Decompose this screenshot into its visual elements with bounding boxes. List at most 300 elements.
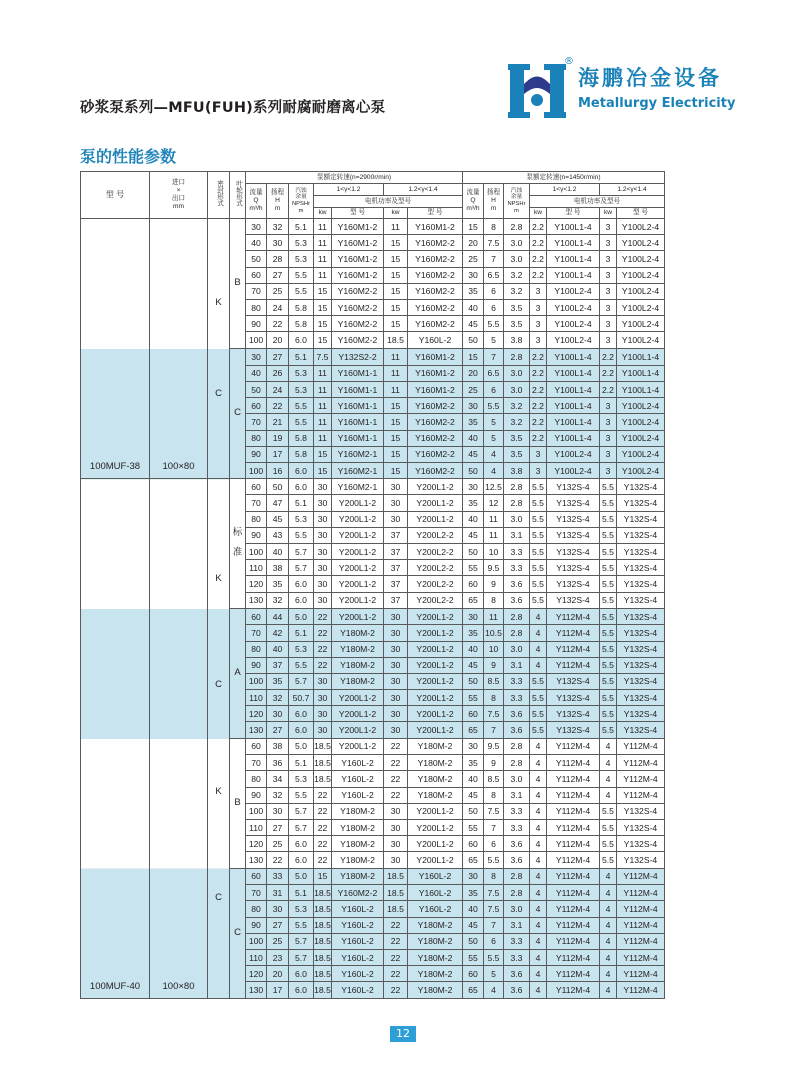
data-cell: Y200L1-2 bbox=[408, 608, 463, 625]
data-cell: Y100L1-4 bbox=[547, 414, 600, 430]
data-cell: Y160M2-2 bbox=[332, 299, 384, 315]
data-cell: 110 bbox=[246, 820, 267, 836]
data-cell: 3 bbox=[600, 316, 617, 332]
data-cell: 7 bbox=[484, 722, 504, 738]
data-cell: 4 bbox=[600, 868, 617, 885]
data-cell: 30 bbox=[314, 690, 332, 706]
data-cell: Y100L1-4 bbox=[547, 348, 600, 365]
header-npsh-1450: 汽蚀 余量 NPSHr m bbox=[504, 184, 530, 219]
data-cell: 18.5 bbox=[314, 933, 332, 949]
header-impeller-type: 叶轮形式 bbox=[230, 172, 246, 219]
data-cell: Y200L1-2 bbox=[408, 673, 463, 689]
data-cell: Y180M-2 bbox=[332, 852, 384, 868]
data-cell: 22 bbox=[384, 787, 408, 803]
data-cell: 2.2 bbox=[530, 348, 547, 365]
data-cell: 4 bbox=[530, 966, 547, 982]
inlet-outlet-cell: 100×80 bbox=[150, 219, 208, 479]
data-cell: Y112M-4 bbox=[547, 917, 600, 933]
data-cell: Y132S-4 bbox=[617, 527, 665, 543]
data-cell: 50 bbox=[246, 251, 267, 267]
impeller-type-label: A bbox=[234, 667, 241, 679]
data-cell: Y112M-4 bbox=[547, 852, 600, 868]
data-cell: Y100L1-4 bbox=[617, 348, 665, 365]
data-cell: 5.5 bbox=[600, 495, 617, 511]
data-cell: 9 bbox=[484, 576, 504, 592]
data-cell: 30 bbox=[314, 527, 332, 543]
data-cell: 8 bbox=[484, 219, 504, 235]
data-cell: 4 bbox=[530, 625, 547, 641]
data-cell: 4 bbox=[530, 901, 547, 917]
data-cell: 15 bbox=[384, 414, 408, 430]
data-cell: 15 bbox=[384, 283, 408, 299]
data-cell: 5 bbox=[484, 430, 504, 446]
data-cell: 3.6 bbox=[504, 722, 530, 738]
data-cell: 32 bbox=[267, 219, 289, 235]
data-cell: 6.0 bbox=[289, 479, 314, 495]
data-cell: 50 bbox=[463, 803, 484, 819]
data-cell: 3.1 bbox=[504, 527, 530, 543]
data-cell: 17 bbox=[267, 446, 289, 462]
data-cell: 3.6 bbox=[504, 852, 530, 868]
data-cell: Y180M-2 bbox=[332, 641, 384, 657]
data-cell: 3.0 bbox=[504, 382, 530, 398]
data-cell: 4 bbox=[484, 463, 504, 479]
data-cell: 3 bbox=[600, 398, 617, 414]
data-cell: 110 bbox=[246, 950, 267, 966]
data-cell: 5.5 bbox=[600, 625, 617, 641]
data-cell: Y132S-4 bbox=[547, 560, 600, 576]
data-cell: 5.7 bbox=[289, 933, 314, 949]
data-cell: 21 bbox=[267, 414, 289, 430]
data-cell: Y200L1-2 bbox=[408, 836, 463, 852]
data-cell: Y132S-4 bbox=[617, 511, 665, 527]
impeller-type-label: 准 bbox=[232, 547, 243, 559]
data-cell: Y112M-4 bbox=[547, 625, 600, 641]
data-cell: 6 bbox=[484, 933, 504, 949]
data-cell: 35 bbox=[463, 414, 484, 430]
data-cell: 36 bbox=[267, 755, 289, 771]
data-cell: 120 bbox=[246, 836, 267, 852]
data-cell: Y100L1-4 bbox=[617, 365, 665, 381]
data-cell: 5.5 bbox=[530, 690, 547, 706]
data-cell: 3.2 bbox=[504, 283, 530, 299]
header-speed-1450: 泵额定转速(n=1450r/min) bbox=[463, 172, 665, 184]
header-motor: 电机功率及型号 bbox=[314, 196, 463, 208]
data-cell: 25 bbox=[267, 836, 289, 852]
data-cell: Y112M-4 bbox=[547, 901, 600, 917]
data-cell: 5.7 bbox=[289, 803, 314, 819]
data-cell: 5.1 bbox=[289, 219, 314, 235]
data-cell: 4 bbox=[530, 755, 547, 771]
data-cell: 30 bbox=[246, 348, 267, 365]
data-cell: Y112M-4 bbox=[617, 982, 665, 998]
data-cell: 7 bbox=[484, 820, 504, 836]
data-cell: 5.5 bbox=[289, 527, 314, 543]
data-cell: Y200L1-2 bbox=[332, 706, 384, 722]
data-cell: 70 bbox=[246, 283, 267, 299]
data-cell: 4 bbox=[530, 917, 547, 933]
data-cell: 22 bbox=[267, 852, 289, 868]
data-cell: Y132S2-2 bbox=[332, 348, 384, 365]
header-density-range-2-1450: 1.2<γ<1.4 bbox=[600, 184, 665, 196]
data-cell: Y160M2-2 bbox=[408, 430, 463, 446]
data-cell: 30 bbox=[384, 495, 408, 511]
data-cell: 22 bbox=[384, 738, 408, 755]
data-cell: 2.2 bbox=[530, 382, 547, 398]
data-cell: 35 bbox=[463, 625, 484, 641]
data-cell: 2.8 bbox=[504, 738, 530, 755]
data-cell: 10 bbox=[484, 543, 504, 559]
header-type: 型 号 bbox=[547, 208, 600, 219]
data-cell: 3.5 bbox=[504, 299, 530, 315]
data-cell: 5.8 bbox=[289, 299, 314, 315]
data-cell: 90 bbox=[246, 657, 267, 673]
data-cell: Y200L1-2 bbox=[408, 803, 463, 819]
data-cell: 35 bbox=[267, 673, 289, 689]
data-cell: 30 bbox=[314, 673, 332, 689]
data-cell: 2.8 bbox=[504, 625, 530, 641]
data-cell: 30 bbox=[267, 235, 289, 251]
data-cell: 37 bbox=[384, 527, 408, 543]
data-cell: 5.5 bbox=[289, 398, 314, 414]
data-cell: 45 bbox=[463, 527, 484, 543]
data-cell: 100 bbox=[246, 673, 267, 689]
data-cell: 10.5 bbox=[484, 625, 504, 641]
data-cell: Y200L1-2 bbox=[332, 511, 384, 527]
data-cell: Y112M-4 bbox=[617, 966, 665, 982]
data-cell: 30 bbox=[314, 576, 332, 592]
data-cell: Y160L-2 bbox=[332, 933, 384, 949]
model-cell: 100MUF-40 bbox=[81, 479, 150, 998]
data-cell: 3 bbox=[530, 299, 547, 315]
data-cell: 27 bbox=[267, 820, 289, 836]
data-cell: 30 bbox=[384, 479, 408, 495]
data-cell: 60 bbox=[246, 608, 267, 625]
data-cell: 4 bbox=[530, 933, 547, 949]
data-cell: 130 bbox=[246, 722, 267, 738]
data-cell: 20 bbox=[267, 332, 289, 348]
data-cell: 22 bbox=[267, 398, 289, 414]
data-cell: Y132S-4 bbox=[617, 722, 665, 738]
data-cell: 18.5 bbox=[314, 966, 332, 982]
data-cell: Y180M-2 bbox=[332, 625, 384, 641]
data-cell: 3.2 bbox=[504, 414, 530, 430]
data-cell: 60 bbox=[463, 576, 484, 592]
data-cell: 40 bbox=[246, 235, 267, 251]
data-cell: Y160M2-2 bbox=[408, 235, 463, 251]
data-cell: 50.7 bbox=[289, 690, 314, 706]
data-cell: Y160M2-2 bbox=[408, 267, 463, 283]
header-kw: kw bbox=[384, 208, 408, 219]
seal-type-label: K bbox=[215, 785, 222, 797]
data-cell: Y160M2-2 bbox=[408, 463, 463, 479]
data-cell: Y180M-2 bbox=[408, 738, 463, 755]
data-cell: 5 bbox=[484, 332, 504, 348]
data-cell: 45 bbox=[463, 657, 484, 673]
data-cell: 3.0 bbox=[504, 641, 530, 657]
data-cell: Y100L1-4 bbox=[547, 219, 600, 235]
data-cell: Y132S-4 bbox=[617, 836, 665, 852]
data-cell: 5.5 bbox=[600, 673, 617, 689]
data-cell: 5.8 bbox=[289, 446, 314, 462]
data-cell: 35 bbox=[463, 495, 484, 511]
data-cell: 5.3 bbox=[289, 365, 314, 381]
data-cell: 11 bbox=[384, 219, 408, 235]
data-cell: 4 bbox=[600, 738, 617, 755]
data-cell: Y180M-2 bbox=[408, 966, 463, 982]
data-cell: 4 bbox=[530, 787, 547, 803]
data-cell: 30 bbox=[384, 852, 408, 868]
impeller-type-label: B bbox=[234, 797, 241, 809]
data-cell: 30 bbox=[463, 738, 484, 755]
data-cell: Y200L1-2 bbox=[408, 495, 463, 511]
data-cell: Y112M-4 bbox=[547, 868, 600, 885]
data-cell: 15 bbox=[314, 463, 332, 479]
data-cell: Y160M2-2 bbox=[408, 316, 463, 332]
data-cell: 25 bbox=[463, 251, 484, 267]
data-cell: Y180M-2 bbox=[408, 950, 463, 966]
data-cell: 3 bbox=[530, 283, 547, 299]
data-cell: 22 bbox=[384, 933, 408, 949]
data-cell: 5.5 bbox=[600, 722, 617, 738]
impeller-type-label: C bbox=[234, 927, 241, 939]
data-cell: 40 bbox=[246, 365, 267, 381]
data-cell: 4 bbox=[600, 933, 617, 949]
data-cell: 5.1 bbox=[289, 495, 314, 511]
header-speed-2900: 泵额定转速(n=2900r/min) bbox=[246, 172, 463, 184]
data-cell: Y200L1-2 bbox=[408, 820, 463, 836]
data-cell: 11 bbox=[314, 235, 332, 251]
data-cell: Y160M1-2 bbox=[332, 267, 384, 283]
data-cell: 30 bbox=[463, 868, 484, 885]
data-cell: 5.5 bbox=[289, 283, 314, 299]
data-cell: Y200L1-2 bbox=[408, 511, 463, 527]
data-cell: 90 bbox=[246, 787, 267, 803]
data-cell: 11 bbox=[314, 414, 332, 430]
data-cell: 30 bbox=[246, 219, 267, 235]
impeller-type-label: B bbox=[234, 277, 241, 289]
data-cell: 18.5 bbox=[314, 738, 332, 755]
data-cell: 6.0 bbox=[289, 722, 314, 738]
data-cell: 22 bbox=[314, 803, 332, 819]
data-cell: 4 bbox=[530, 803, 547, 819]
data-cell: Y100L2-4 bbox=[617, 332, 665, 348]
data-cell: Y112M-4 bbox=[547, 836, 600, 852]
data-cell: Y132S-4 bbox=[617, 608, 665, 625]
data-cell: Y100L1-4 bbox=[547, 251, 600, 267]
data-cell: Y100L2-4 bbox=[547, 463, 600, 479]
data-cell: Y160L-2 bbox=[332, 901, 384, 917]
data-cell: 4 bbox=[600, 950, 617, 966]
data-cell: Y200L1-2 bbox=[332, 608, 384, 625]
data-cell: 11 bbox=[314, 430, 332, 446]
data-cell: 5.5 bbox=[530, 495, 547, 511]
data-cell: 35 bbox=[463, 885, 484, 901]
data-cell: Y132S-4 bbox=[547, 576, 600, 592]
data-cell: 3 bbox=[600, 430, 617, 446]
data-cell: 11 bbox=[314, 382, 332, 398]
data-cell: 30 bbox=[384, 625, 408, 641]
data-cell: 50 bbox=[246, 382, 267, 398]
data-cell: 18.5 bbox=[314, 885, 332, 901]
data-cell: 30 bbox=[314, 722, 332, 738]
data-cell: Y200L2-2 bbox=[408, 576, 463, 592]
data-cell: 60 bbox=[463, 836, 484, 852]
data-cell: 80 bbox=[246, 511, 267, 527]
data-cell: 30 bbox=[314, 706, 332, 722]
impeller-type-cell bbox=[230, 348, 246, 479]
data-cell: 5.5 bbox=[484, 398, 504, 414]
data-cell: Y160L-2 bbox=[332, 771, 384, 787]
data-cell: 25 bbox=[267, 933, 289, 949]
data-cell: 4 bbox=[530, 950, 547, 966]
data-cell: 9.5 bbox=[484, 560, 504, 576]
data-cell: 7 bbox=[484, 251, 504, 267]
header-density-range-1-1450: 1<γ<1.2 bbox=[530, 184, 600, 196]
data-cell: Y200L1-2 bbox=[332, 576, 384, 592]
data-cell: Y180M-2 bbox=[408, 982, 463, 998]
data-cell: 2.2 bbox=[530, 398, 547, 414]
seal-type-cell bbox=[208, 219, 230, 479]
data-cell: 30 bbox=[384, 608, 408, 625]
data-cell: 3.1 bbox=[504, 787, 530, 803]
data-cell: Y160M1-1 bbox=[332, 382, 384, 398]
header-model: 型 号 bbox=[81, 172, 150, 219]
header-density-range-1: 1<γ<1.2 bbox=[314, 184, 384, 196]
data-cell: 37 bbox=[267, 657, 289, 673]
data-cell: 12.5 bbox=[484, 479, 504, 495]
data-cell: Y100L1-4 bbox=[547, 430, 600, 446]
data-cell: Y160L-2 bbox=[332, 966, 384, 982]
data-cell: Y180M-2 bbox=[332, 673, 384, 689]
data-cell: 37 bbox=[384, 592, 408, 608]
data-cell: Y100L1-4 bbox=[547, 235, 600, 251]
data-cell: 22 bbox=[384, 917, 408, 933]
performance-table bbox=[80, 171, 665, 999]
data-cell: Y160M1-1 bbox=[332, 398, 384, 414]
data-cell: 2.2 bbox=[530, 235, 547, 251]
data-cell: 22 bbox=[314, 836, 332, 852]
data-cell: 5.5 bbox=[530, 592, 547, 608]
data-cell: Y160M2-1 bbox=[332, 463, 384, 479]
data-cell: 3.3 bbox=[504, 560, 530, 576]
data-cell: 45 bbox=[463, 316, 484, 332]
data-cell: 5.5 bbox=[600, 479, 617, 495]
data-cell: Y180M-2 bbox=[408, 755, 463, 771]
data-cell: 4 bbox=[600, 901, 617, 917]
data-cell: 50 bbox=[463, 543, 484, 559]
data-cell: 4 bbox=[530, 885, 547, 901]
data-cell: 15 bbox=[314, 299, 332, 315]
data-cell: 5.5 bbox=[600, 657, 617, 673]
data-cell: 15 bbox=[384, 446, 408, 462]
data-cell: 5.5 bbox=[600, 690, 617, 706]
data-cell: Y200L1-2 bbox=[332, 738, 384, 755]
data-cell: 30 bbox=[314, 511, 332, 527]
data-cell: 22 bbox=[384, 966, 408, 982]
data-cell: 5.5 bbox=[600, 836, 617, 852]
data-cell: Y112M-4 bbox=[547, 803, 600, 819]
data-cell: 5.3 bbox=[289, 235, 314, 251]
data-cell: 60 bbox=[246, 868, 267, 885]
impeller-type-cell bbox=[230, 738, 246, 868]
data-cell: 130 bbox=[246, 982, 267, 998]
data-cell: 4 bbox=[600, 917, 617, 933]
data-cell: Y160L-2 bbox=[332, 950, 384, 966]
data-cell: 3 bbox=[600, 332, 617, 348]
data-cell: 5.5 bbox=[600, 543, 617, 559]
data-cell: 8 bbox=[484, 868, 504, 885]
data-cell: 12 bbox=[484, 495, 504, 511]
data-cell: 18.5 bbox=[314, 917, 332, 933]
seal-type-label: C bbox=[215, 388, 222, 400]
data-cell: 24 bbox=[267, 299, 289, 315]
data-cell: 5.3 bbox=[289, 382, 314, 398]
data-cell: 4 bbox=[530, 657, 547, 673]
data-cell: Y100L2-4 bbox=[547, 316, 600, 332]
data-cell: Y180M-2 bbox=[408, 917, 463, 933]
data-cell: 120 bbox=[246, 966, 267, 982]
data-cell: 5.3 bbox=[289, 251, 314, 267]
table-header bbox=[81, 172, 665, 219]
data-cell: Y200L1-2 bbox=[332, 560, 384, 576]
data-cell: 3.6 bbox=[504, 576, 530, 592]
data-cell: 15 bbox=[384, 398, 408, 414]
data-cell: 5.5 bbox=[600, 641, 617, 657]
data-cell: Y160L-2 bbox=[332, 917, 384, 933]
data-cell: Y200L1-2 bbox=[408, 479, 463, 495]
data-cell: 5.5 bbox=[289, 787, 314, 803]
data-cell: Y160M2-1 bbox=[332, 479, 384, 495]
data-cell: 2.8 bbox=[504, 219, 530, 235]
inlet-outlet-cell: 100×80 bbox=[150, 479, 208, 998]
data-cell: Y132S-4 bbox=[547, 479, 600, 495]
data-cell: 5.3 bbox=[289, 901, 314, 917]
header-type: 型 号 bbox=[332, 208, 384, 219]
data-cell: 6 bbox=[484, 836, 504, 852]
data-cell: Y100L2-4 bbox=[617, 219, 665, 235]
data-cell: 6 bbox=[484, 283, 504, 299]
data-cell: 11 bbox=[314, 398, 332, 414]
data-cell: 4 bbox=[600, 771, 617, 787]
data-cell: 8.5 bbox=[484, 771, 504, 787]
data-cell: 60 bbox=[246, 398, 267, 414]
data-cell: 3.6 bbox=[504, 706, 530, 722]
data-cell: Y100L2-4 bbox=[617, 414, 665, 430]
data-cell: Y100L1-4 bbox=[547, 365, 600, 381]
data-cell: Y112M-4 bbox=[547, 657, 600, 673]
data-cell: 5.1 bbox=[289, 755, 314, 771]
data-cell: 90 bbox=[246, 446, 267, 462]
header-flow: 流量 Q m³/h bbox=[246, 184, 267, 219]
header-density-range-2: 1.2<γ<1.4 bbox=[384, 184, 463, 196]
data-cell: 2.8 bbox=[504, 755, 530, 771]
data-cell: 5.5 bbox=[600, 706, 617, 722]
data-cell: 4 bbox=[484, 982, 504, 998]
data-cell: 7 bbox=[484, 348, 504, 365]
data-cell: 3 bbox=[600, 235, 617, 251]
data-cell: 3.6 bbox=[504, 966, 530, 982]
data-cell: 5.0 bbox=[289, 738, 314, 755]
data-cell: 5.8 bbox=[289, 316, 314, 332]
data-cell: 24 bbox=[267, 382, 289, 398]
data-cell: Y160L-2 bbox=[408, 901, 463, 917]
data-cell: 2.8 bbox=[504, 868, 530, 885]
data-cell: Y180M-2 bbox=[332, 836, 384, 852]
data-cell: 50 bbox=[463, 933, 484, 949]
data-cell: 37 bbox=[384, 543, 408, 559]
data-cell: 6.0 bbox=[289, 332, 314, 348]
